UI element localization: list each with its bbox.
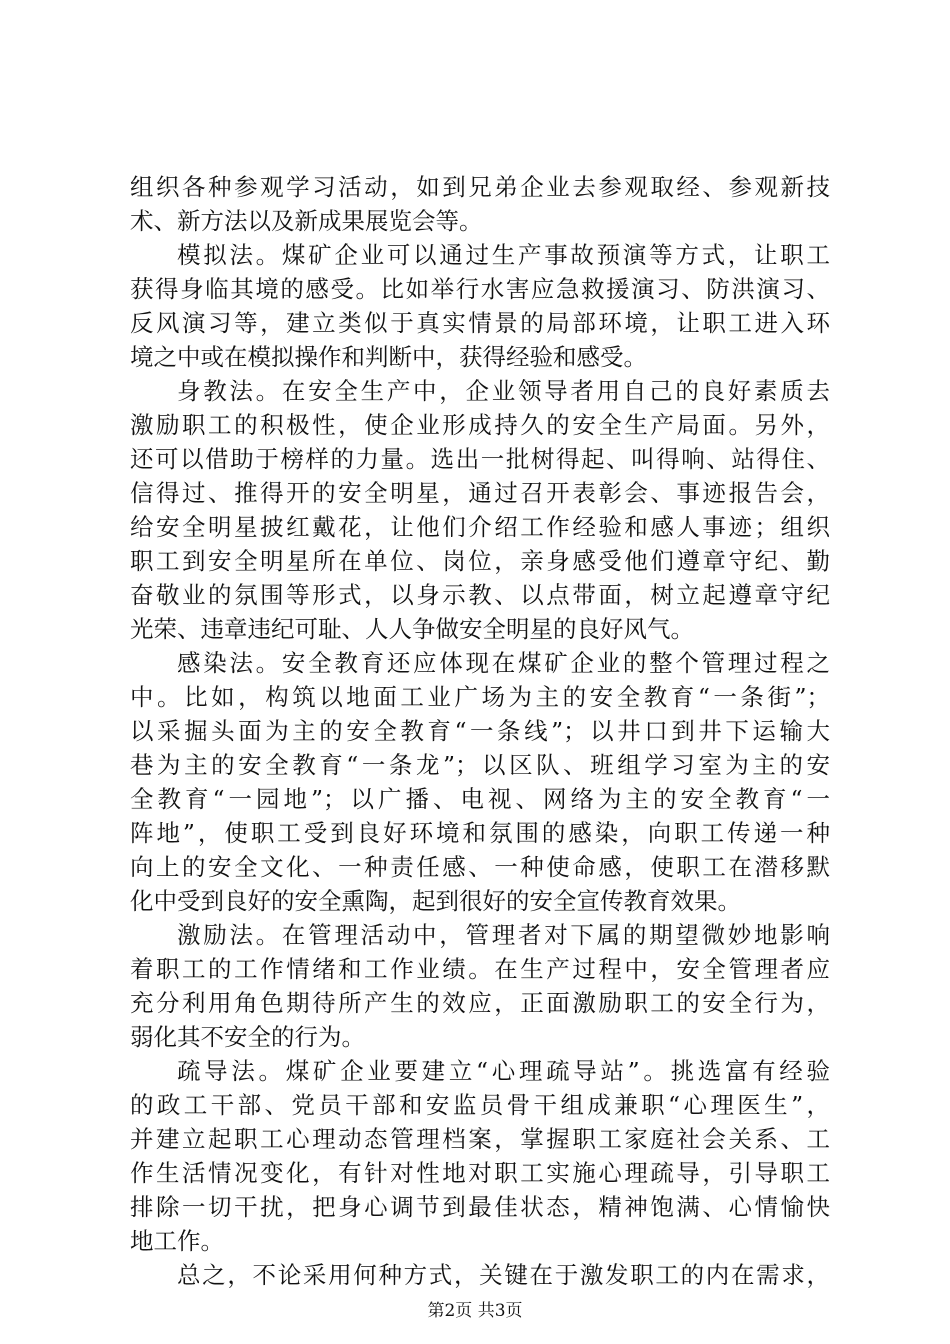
- text-line: 着职工的工作情绪和工作业绩。在生产过程中，安全管理者应: [130, 955, 830, 983]
- paragraph-first-line: 总之，不论采用何种方式，关键在于激发职工的内在需求，: [177, 1261, 830, 1289]
- text-line: 排除一切干扰，把身心调节到最佳状态，精神饱满、心情愉快: [130, 1193, 830, 1221]
- text-line: 奋敬业的氛围等形式，以身示教、以点带面，树立起遵章守纪: [130, 581, 830, 609]
- text-line: 的政工干部、党员干部和安监员骨干组成兼职“心理医生”，: [130, 1091, 830, 1119]
- text-line: 组织各种参观学习活动，如到兄弟企业去参观取经、参观新技: [130, 173, 830, 201]
- text-line: 阵地”，使职工受到良好环境和氛围的感染，向职工传递一种: [130, 819, 830, 847]
- text-line: 全教育“一园地”；以广播、电视、网络为主的安全教育“一: [130, 785, 830, 813]
- text-line: 向上的安全文化、一种责任感、一种使命感，使职工在潜移默: [130, 853, 830, 881]
- text-line: 弱化其不安全的行为。: [130, 1023, 365, 1051]
- text-line: 充分利用角色期待所产生的效应，正面激励职工的安全行为，: [130, 989, 830, 1017]
- paragraph-first-line: 感染法。安全教育还应体现在煤矿企业的整个管理过程之: [177, 649, 830, 677]
- text-line: 以采掘头面为主的安全教育“一条线”；以井口到井下运输大: [130, 717, 830, 745]
- text-line: 给安全明星披红戴花，让他们介绍工作经验和感人事迹；组织: [130, 513, 830, 541]
- text-line: 获得身临其境的感受。比如举行水害应急救援演习、防洪演习、: [130, 275, 830, 303]
- text-line: 作生活情况变化，有针对性地对职工实施心理疏导，引导职工: [130, 1159, 830, 1187]
- text-line: 化中受到良好的安全熏陶，起到很好的安全宣传教育效果。: [130, 887, 741, 915]
- text-line: 激励职工的积极性，使企业形成持久的安全生产局面。另外，: [130, 411, 830, 439]
- paragraph-first-line: 模拟法。煤矿企业可以通过生产事故预演等方式，让职工: [177, 241, 830, 269]
- text-line: 并建立起职工心理动态管理档案，掌握职工家庭社会关系、工: [130, 1125, 830, 1153]
- paragraph-first-line: 激励法。在管理活动中，管理者对下属的期望微妙地影响: [177, 921, 830, 949]
- text-line: 职工到安全明星所在单位、岗位，亲身感受他们遵章守纪、勤: [130, 547, 830, 575]
- text-line: 境之中或在模拟操作和判断中，获得经验和感受。: [130, 343, 647, 371]
- text-line: 巷为主的安全教育“一条龙”；以区队、班组学习室为主的安: [130, 751, 830, 779]
- text-line: 地工作。: [130, 1227, 224, 1255]
- paragraph-first-line: 身教法。在安全生产中，企业领导者用自己的良好素质去: [177, 377, 830, 405]
- text-line: 中。比如，构筑以地面工业广场为主的安全教育“一条街”；: [130, 683, 830, 711]
- text-line: 光荣、违章违纪可耻、人人争做安全明星的良好风气。: [130, 615, 694, 643]
- text-line: 反风演习等，建立类似于真实情景的局部环境，让职工进入环: [130, 309, 830, 337]
- text-line: 还可以借助于榜样的力量。选出一批树得起、叫得响、站得住、: [130, 445, 830, 473]
- text-line: 信得过、推得开的安全明星，通过召开表彰会、事迹报告会，: [130, 479, 830, 507]
- text-line: 术、新方法以及新成果展览会等。: [130, 207, 483, 235]
- page-number-footer: 第2页 共3页: [427, 1301, 523, 1321]
- paragraph-first-line: 疏导法。煤矿企业要建立“心理疏导站”。挑选富有经验: [177, 1057, 830, 1085]
